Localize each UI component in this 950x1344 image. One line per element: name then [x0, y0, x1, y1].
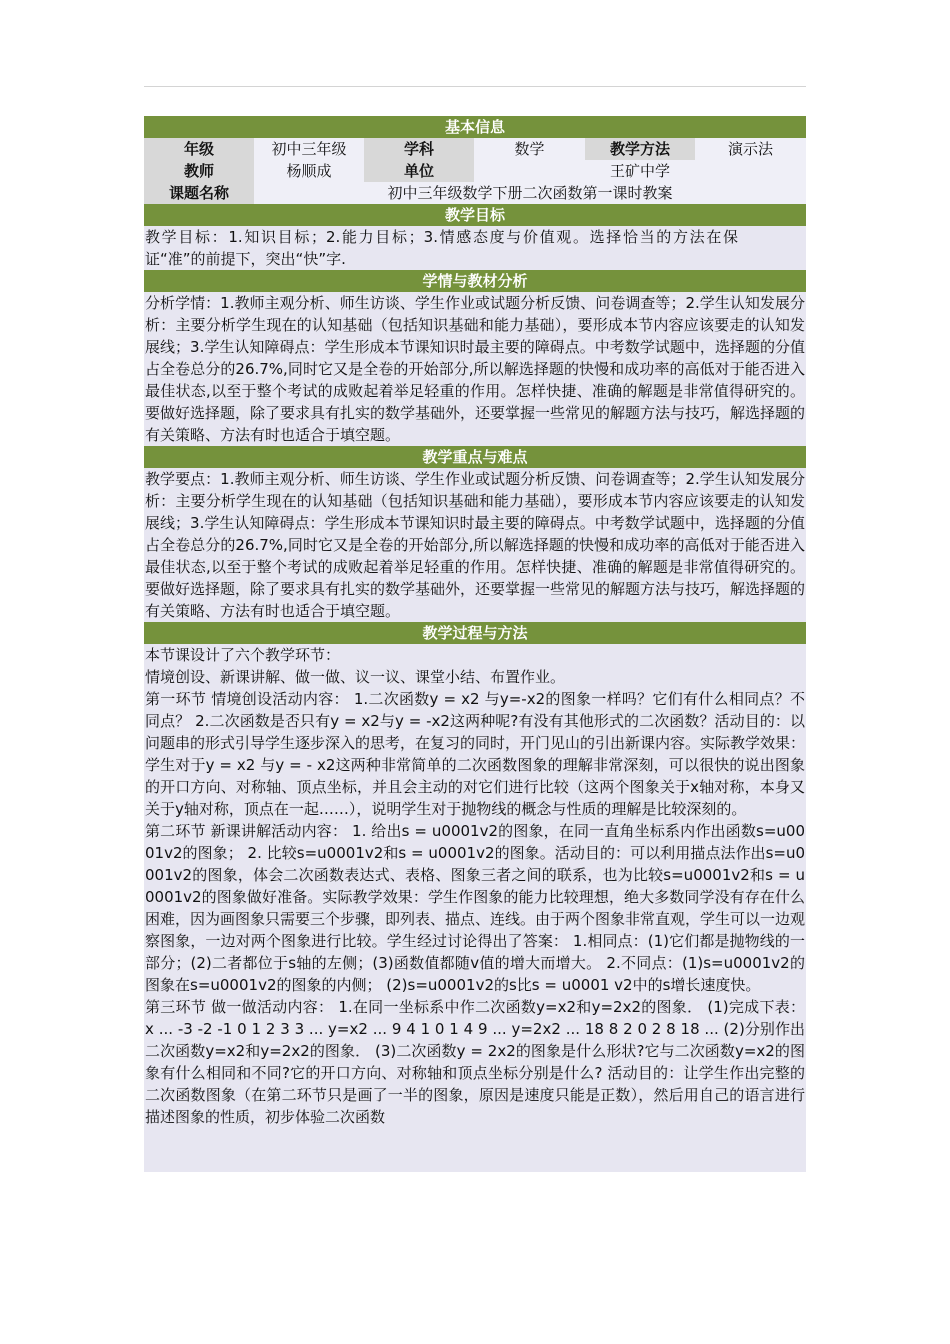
teacher-label: 教师: [144, 160, 254, 182]
process-stage-2: 第二环节 新课讲解活动内容： 1. 给出s = u0001v2的图象，在同一直角坐标系内作出函数s=u0001v2的图象； 2. 比较s=u0001v2和s = u0001v2的图象。活动目的：可以利用描点法作出s=u0001v2的图象，体会二次函数表达式、表格、图象三者之间的联系，也为比较s=u0001v2和s = u0001v2的图象做好准备。实际教学效果：学生作图象的能力比较理想，绝大多数同学没有存在什么困难，因为画图象只需要三个步骤，即列表、描点、连线。由于两个图象非常直观，学生可以一边观察图象，一边对两个图象进行比较。学生经过讨论得出了答案： 1.相同点：(1)它们都是抛物线的一部分；(2)二者都位于s轴的左侧；(3)函数值都随v值的增大而增大。 2.不同点：(1)s=u0001v2的图象在s=u0001v2的图象的内侧； (2)s=u0001v2的s比s = u0001 v2中的s增长速度快。: [145, 822, 806, 994]
goals-text: 教学目标：1.知识目标；2.能力目标；3.情感态度与价值观。选择恰当的方法在保证“准”的前提下，突出“快”字.: [145, 228, 738, 268]
basic-info-header: 基本信息: [144, 116, 806, 138]
unit-label: 单位: [364, 160, 474, 182]
process-steps-list: 情境创设、新课讲解、做一做、议一议、课堂小结、布置作业。: [145, 668, 566, 686]
grade-label: 年级: [144, 138, 254, 160]
lesson-plan-table: [144, 116, 806, 1172]
subject-value: 数学: [474, 138, 585, 160]
unit-value: 王矿中学: [474, 160, 806, 182]
goals-header: 教学目标: [144, 204, 806, 226]
page-top-rule: [144, 86, 806, 87]
analysis-header: 学情与教材分析: [144, 270, 806, 292]
key-points-body: 教学要点：1.教师主观分析、师生访谈、学生作业或试题分析反馈、问卷调查等；2.学生认知发展分析：主要分析学生现在的认知基础（包括知识基础和能力基础），要形成本节内容应该要走的认知发展线；3.学生认知障碍点：学生形成本节课知识时最主要的障碍点。中考数学试题中，选择题的分值占全卷总分的26.7%,同时它又是全卷的开始部分,所以解选择题的快慢和成功率的高低对于能否进入最佳状态,以至于整个考试的成败起着举足轻重的作用。怎样快捷、准确的解题是非常值得研究的。要做好选择题，除了要求具有扎实的数学基础外，还要掌握一些常见的解题方法与技巧，解选择题的有关策略、方法有时也适合于填空题。: [145, 470, 806, 620]
process-body: [144, 644, 806, 1172]
goals-body: [144, 226, 806, 270]
process-stage-1: 第一环节 情境创设活动内容： 1.二次函数y = x2 与y=-x2的图象一样吗？它们有什么相同点？不同点？ 2.二次函数是否只有y = x2与y = -x2这两种呢?有没有其他形式的二次函数？活动目的：以问题串的形式引导学生逐步深入的思考，在复习的同时，开门见山的引出新课内容。实际教学效果：学生对于y = x2 与y = - x2这两种非常简单的二次函数图象的理解非常深刻，可以很快的说出图象的开口方向、对称轴、顶点坐标，并且会主动的对它们进行比较（这两个图象关于x轴对称，本身又关于y轴对称，顶点在一起……），说明学生对于抛物线的概念与性质的理解是比较深刻的。: [145, 690, 806, 818]
teacher-value: 杨顺成: [254, 160, 364, 182]
key-points-header: 教学重点与难点: [144, 446, 806, 468]
method-value: 演示法: [695, 138, 806, 160]
info-row-grade: [144, 138, 806, 160]
process-header: 教学过程与方法: [144, 622, 806, 644]
process-intro: 本节课设计了六个教学环节：: [145, 646, 341, 664]
title-label: 课题名称: [144, 182, 254, 204]
process-stage-3: 第三环节 做一做活动内容： 1.在同一坐标系中作二次函数y=x2和y=2x2的图象． (1)完成下表： x ... -3 -2 -1 0 1 2 3 3 ... y=x2 ... 9 4 1 0 1 4 9 ... y=2x2 ... 18 8 2 0 2 8 18 ... (2)分别作出二次函数y=x2和y=2x2的图象． (3)二次函数y = 2x2的图象是什么形状?它与二次函数y=x2的图象有什么相同和不同?它的开口方向、对称轴和顶点坐标分别是什么? 活动目的：让学生作出完整的二次函数图象（在第二环节只是画了一半的图象，原因是速度只能是正数），然后用自己的语言进行描述图象的性质，初步体验二次函数: [145, 998, 805, 1126]
grade-value: 初中三年级: [254, 138, 364, 160]
title-value: 初中三年级数学下册二次函数第一课时教案: [254, 182, 806, 204]
info-row-title: [144, 182, 806, 204]
subject-label: 学科: [364, 138, 474, 160]
method-label: 教学方法: [585, 138, 695, 160]
info-row-teacher: [144, 160, 806, 182]
analysis-body: 分析学情：1.教师主观分析、师生访谈、学生作业或试题分析反馈、问卷调查等；2.学生认知发展分析：主要分析学生现在的认知基础（包括知识基础和能力基础），要形成本节内容应该要走的认知发展线；3.学生认知障碍点：学生形成本节课知识时最主要的障碍点。中考数学试题中，选择题的分值占全卷总分的26.7%,同时它又是全卷的开始部分,所以解选择题的快慢和成功率的高低对于能否进入最佳状态,以至于整个考试的成败起着举足轻重的作用。怎样快捷、准确的解题是非常值得研究的。要做好选择题，除了要求具有扎实的数学基础外，还要掌握一些常见的解题方法与技巧，解选择题的有关策略、方法有时也适合于填空题。: [145, 294, 806, 444]
